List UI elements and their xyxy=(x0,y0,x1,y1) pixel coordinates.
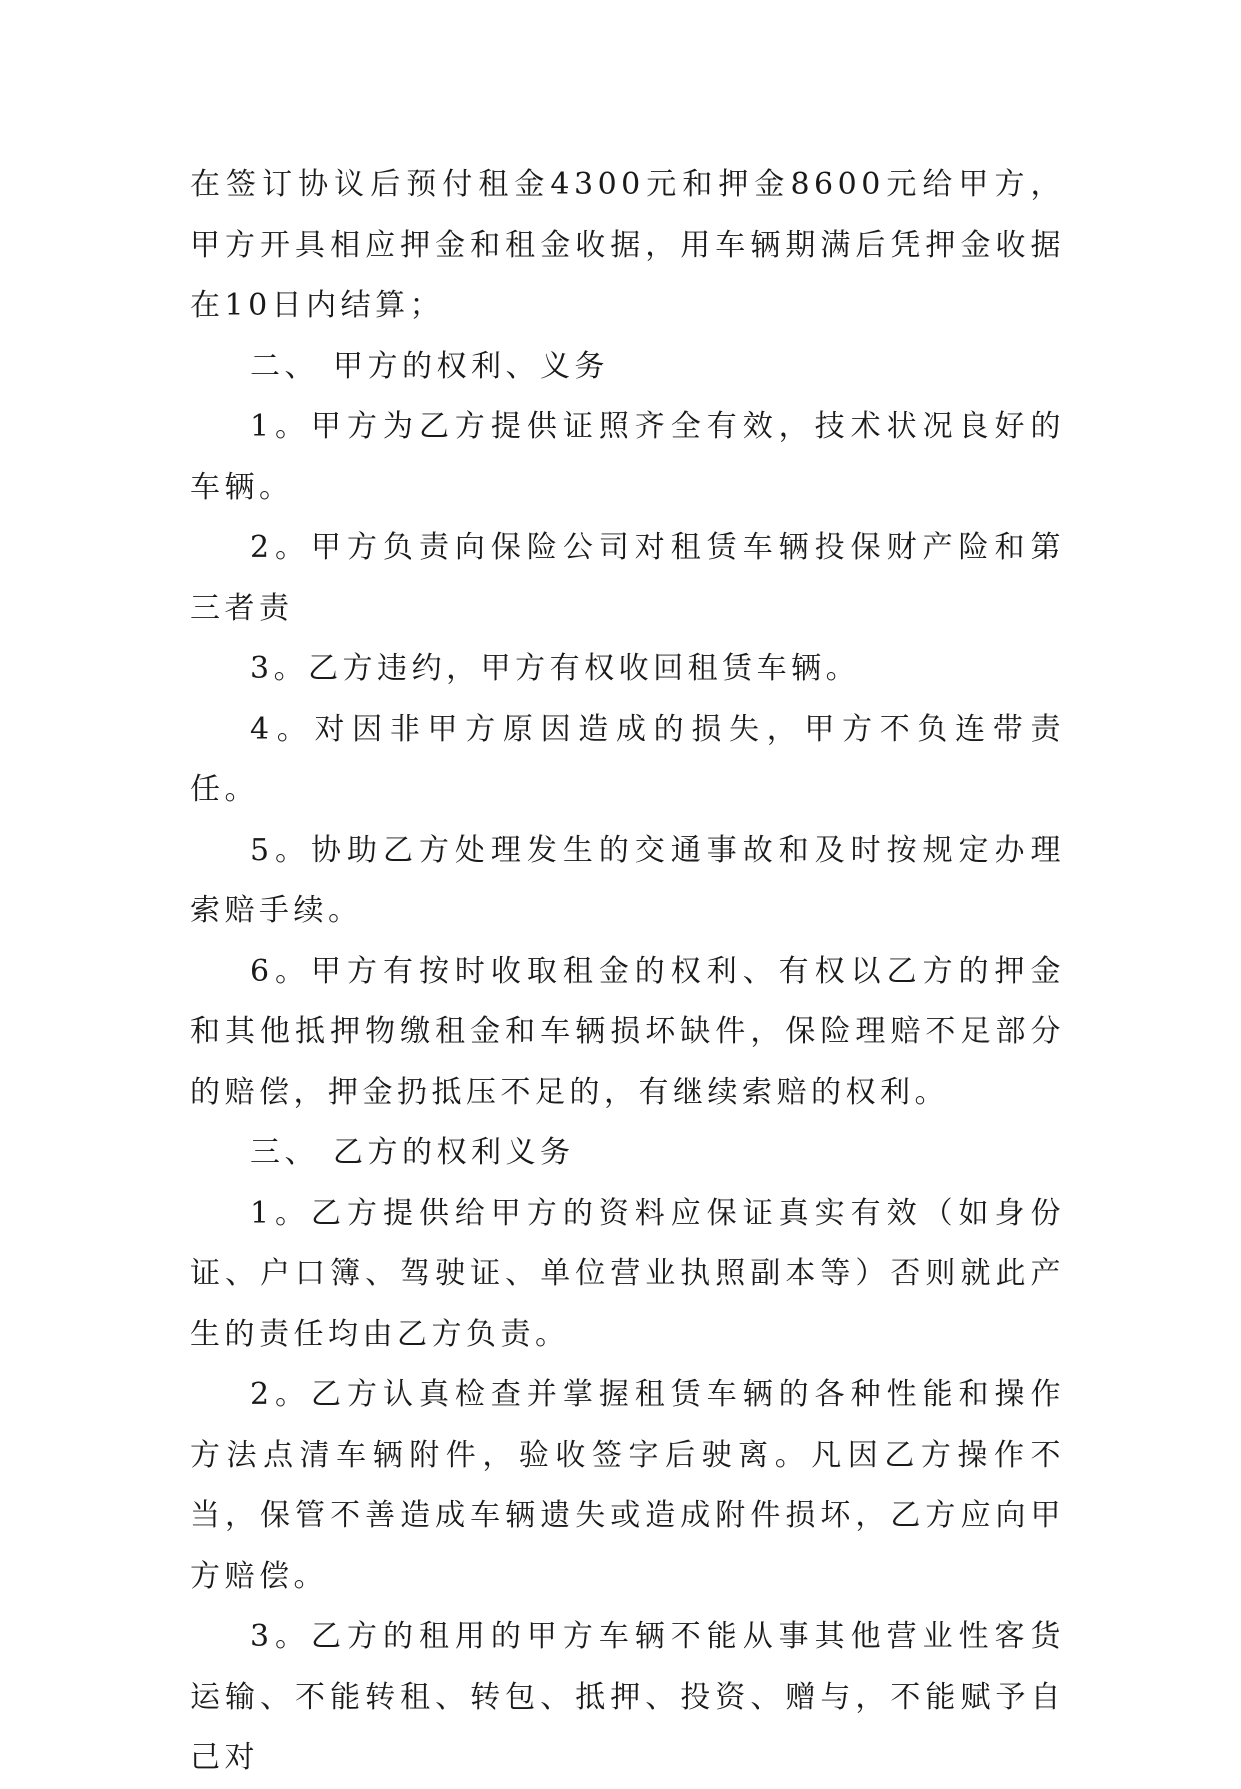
clause-a-6: 6。甲方有按时收取租金的权利、有权以乙方的押金和其他抵押物缴租金和车辆损坏缺件，保险理赔不足部分的赔偿，押金扔抵压不足的，有继续索赔的权利。 xyxy=(190,953,1065,1110)
clause-b-3: 3。乙方的租用的甲方车辆不能从事其他营业性客货运输、不能转租、转包、抵押、投资、赠与，不能赋予自己对 xyxy=(190,1619,1065,1775)
section-heading-party-a: 二、 甲方的权利、义务 xyxy=(250,348,610,384)
document-body xyxy=(190,155,1065,1789)
clause-a-5: 5。协助乙方处理发生的交通事故和及时按规定办理索赔手续。 xyxy=(190,832,1065,928)
clause-a-1: 1。甲方为乙方提供证照齐全有效，技术状况良好的车辆。 xyxy=(190,409,1065,505)
clause-a-4: 4。对因非甲方原因造成的损失，甲方不负连带责任。 xyxy=(190,711,1065,807)
clause-a-2: 2。甲方负责向保险公司对租赁车辆投保财产险和第三者责 xyxy=(190,530,1065,626)
paragraph-prepayment: 在签订协议后预付租金4300元和押金8600元给甲方，甲方开具相应押金和租金收据，用车辆期满后凭押金收据在10日内结算； xyxy=(190,167,1065,323)
section-heading-party-b: 三、 乙方的权利义务 xyxy=(250,1135,575,1170)
clause-a-3: 3。乙方违约，甲方有权收回租赁车辆。 xyxy=(250,651,861,686)
clause-b-2: 2。乙方认真检查并掌握租赁车辆的各种性能和操作方法点清车辆附件，验收签字后驶离。凡因乙方操作不当，保管不善造成车辆遗失或造成附件损坏，乙方应向甲方赔偿。 xyxy=(190,1377,1065,1594)
clause-b-1: 1。乙方提供给甲方的资料应保证真实有效（如身份证、户口簿、驾驶证、单位营业执照副本等）否则就此产生的责任均由乙方负责。 xyxy=(190,1195,1065,1352)
